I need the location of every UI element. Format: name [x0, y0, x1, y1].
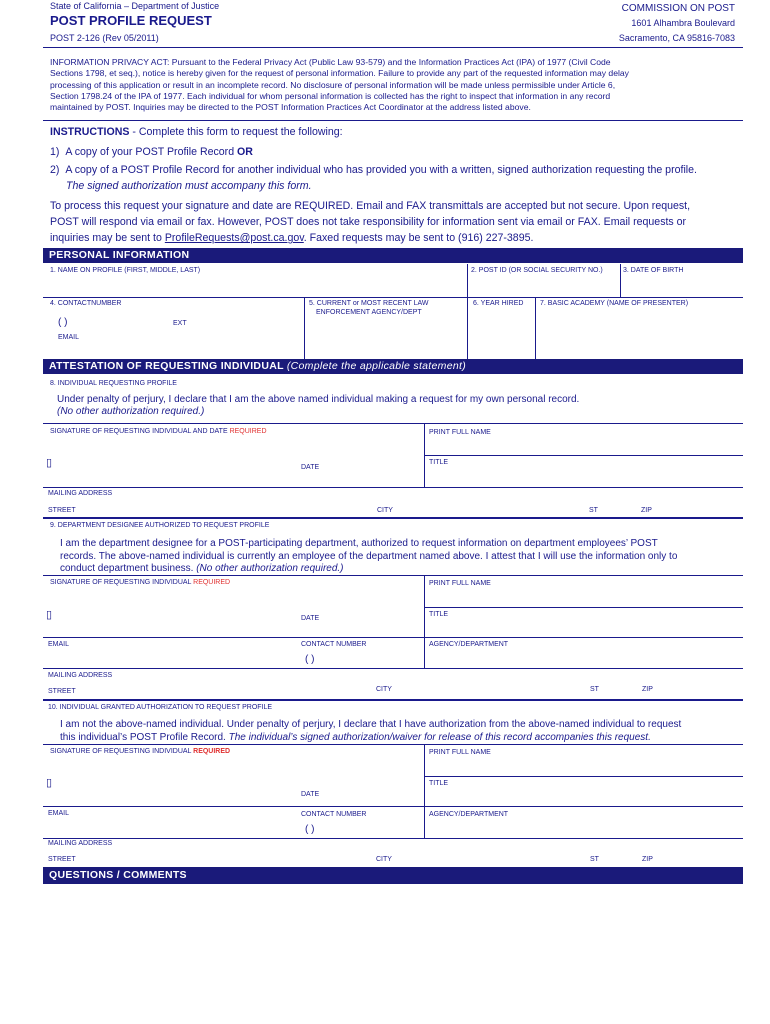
- section-divider: [43, 699, 743, 701]
- post-id-label: 2. POST ID (OR SOCIAL SECURITY NO.): [471, 267, 603, 274]
- paragraph-line: [50, 230, 745, 246]
- zip-label: ZIP: [641, 507, 652, 514]
- section-9-declaration: [60, 538, 740, 576]
- paragraph-text: . Faxed requests may be sent to (916) 227-3895.: [303, 232, 534, 244]
- contact-email-label: EMAIL: [58, 334, 80, 341]
- declaration-note: The individual’s signed authorization/waiver for release of this record accompanies this request.: [228, 732, 651, 743]
- mailing-address-label: MAILING ADDRESS: [48, 490, 113, 497]
- name-on-profile-label: 1. NAME ON PROFILE (FIRST, MIDDLE, LAST): [50, 267, 201, 274]
- print-full-name-label: PRINT FULL NAME: [429, 429, 491, 436]
- signature-label: [50, 748, 230, 755]
- contact-phone-field[interactable]: ( ): [305, 824, 315, 835]
- item-number: 1): [50, 146, 60, 158]
- section-10-declaration: [60, 718, 740, 744]
- row-divider: [43, 668, 743, 669]
- section-9-label: 9. DEPARTMENT DESIGNEE AUTHORIZED TO REQUEST PROFILE: [50, 522, 270, 529]
- signature-label: [50, 428, 267, 435]
- city-label: CITY: [377, 507, 393, 514]
- divider: [424, 575, 425, 668]
- privacy-divider: [43, 120, 743, 121]
- paragraph-line: POST will respond via email or fax. However, POST does not take responsibility for information sent via email or FAX. Email requests or: [50, 216, 687, 228]
- declaration-line: records. The above-named individual is currently an employee of the department named above. I attest that I will use the information only to: [60, 550, 678, 562]
- agency-label-2: ENFORCEMENT AGENCY/DEPT: [316, 309, 422, 316]
- state-label: ST: [590, 856, 599, 863]
- agency-label-1: 5. CURRENT or MOST RECENT LAW: [309, 300, 429, 307]
- title-label: TITLE: [429, 780, 449, 787]
- section-8-label: 8. INDIVIDUAL REQUESTING PROFILE: [50, 380, 177, 387]
- title-label: TITLE: [429, 611, 449, 618]
- declaration-note: (No other authorization required.): [196, 563, 344, 574]
- date-of-birth-label: 3. DATE OF BIRTH: [623, 267, 684, 274]
- row-divider: [43, 838, 743, 839]
- street-label: STREET: [48, 507, 76, 514]
- row-divider: [43, 575, 743, 576]
- required-flag: REQUIRED: [193, 579, 231, 586]
- questions-comments-heading: QUESTIONS / COMMENTS: [43, 867, 743, 884]
- divider: [467, 297, 468, 359]
- instructions-label: INSTRUCTIONS: [50, 126, 130, 138]
- signature-checkbox[interactable]: ▯: [46, 609, 53, 621]
- declaration-line: [60, 731, 740, 744]
- city-label: CITY: [376, 856, 392, 863]
- instructions-heading: [50, 126, 343, 138]
- street-label: STREET: [48, 856, 76, 863]
- title-label: TITLE: [429, 459, 449, 466]
- section-divider: [43, 517, 743, 519]
- commission-address-1: 1601 Alhambra Boulevard: [631, 18, 735, 28]
- row-divider: [43, 297, 743, 298]
- row-divider: [424, 776, 743, 777]
- email-label: EMAIL: [48, 641, 70, 648]
- attestation-heading-note: (Complete the applicable statement): [286, 360, 466, 372]
- item-or: OR: [237, 146, 253, 158]
- personal-information-heading: PERSONAL INFORMATION: [43, 248, 743, 263]
- city-label: CITY: [376, 686, 392, 693]
- form-number: POST 2-126 (Rev 05/2011): [50, 33, 159, 43]
- instructions-paragraph: [50, 198, 745, 246]
- declaration-line: I am the department designee for a POST-participating department, authorized to request information on department employees’ POST: [60, 538, 658, 549]
- declaration-line: I am not the above-named individual. Under penalty of perjury, I declare that I have authorization from the above-named individual to request: [60, 719, 682, 730]
- contact-phone-field[interactable]: ( ): [58, 317, 68, 328]
- print-full-name-label: PRINT FULL NAME: [429, 580, 491, 587]
- row-divider: [424, 455, 743, 456]
- signature-label-text: SIGNATURE OF REQUESTING INDIVIDUAL AND DATE: [50, 428, 230, 435]
- mailing-address-label: MAILING ADDRESS: [48, 840, 113, 847]
- contact-ext-label: EXT: [173, 320, 187, 327]
- contact-number-label: CONTACT NUMBER: [301, 811, 367, 818]
- commission-name: COMMISSION ON POST: [621, 3, 735, 14]
- questions-comments-field[interactable]: [43, 886, 743, 1006]
- email-link[interactable]: ProfileRequests@post.ca.gov: [164, 232, 304, 244]
- divider: [424, 744, 425, 838]
- attestation-heading-text: ATTESTATION OF REQUESTING INDIVIDUAL: [49, 360, 284, 372]
- row-divider: [424, 607, 743, 608]
- signature-label-text: SIGNATURE OF REQUESTING INDIVIDUAL: [50, 748, 194, 755]
- declaration-text: conduct department business.: [60, 563, 197, 574]
- privacy-line: INFORMATION PRIVACY ACT: Pursuant to the Federal Privacy Act (Public Law 93-579) and the Information Practices Act (IPA) of 1977 (Civil Code: [50, 57, 611, 67]
- agency-department-label: AGENCY/DEPARTMENT: [429, 811, 509, 818]
- declaration-line: [60, 563, 740, 576]
- privacy-notice: [50, 57, 740, 113]
- street-label: STREET: [48, 688, 76, 695]
- row-divider: [43, 744, 743, 745]
- zip-label: ZIP: [642, 856, 653, 863]
- form-title: POST PROFILE REQUEST: [50, 13, 212, 28]
- instructions-intro: - Complete this form to request the following:: [129, 126, 343, 138]
- section-10-label: 10. INDIVIDUAL GRANTED AUTHORIZATION TO REQUEST PROFILE: [48, 704, 273, 711]
- signature-label-text: SIGNATURE OF REQUESTING INDIVIDUAL: [50, 579, 194, 586]
- basic-academy-label: 7. BASIC ACADEMY (NAME OF PRESENTER): [540, 300, 689, 307]
- item-text: A copy of your POST Profile Record: [65, 146, 238, 158]
- instruction-item-2-note: The signed authorization must accompany this form.: [66, 180, 312, 192]
- name-on-profile-field[interactable]: [50, 277, 465, 295]
- date-label: DATE: [301, 791, 320, 798]
- contact-phone-field[interactable]: ( ): [305, 654, 315, 665]
- row-divider: [43, 637, 743, 638]
- mailing-address-label: MAILING ADDRESS: [48, 672, 113, 679]
- privacy-line: Sections 1798, et seq.), notice is hereby given for the request of personal information. Failure to provide any part of the requested information may delay: [50, 68, 629, 79]
- divider: [535, 297, 536, 359]
- row-divider: [43, 806, 743, 807]
- item-text: A copy of a POST Profile Record for another individual who has provided you with a written, signed authorization requesting the profile.: [65, 164, 697, 176]
- date-label: DATE: [301, 615, 320, 622]
- privacy-line: maintained by POST. Inquiries may be directed to the POST Information Practices Act Coordinator at the address listed above.: [50, 102, 531, 113]
- divider: [467, 264, 468, 298]
- paragraph-line: To process this request your signature and date are REQUIRED. Email and FAX transmittals are accepted but not secure. Upon request,: [50, 200, 691, 212]
- paragraph-text: inquiries may be sent to: [50, 232, 165, 244]
- privacy-line: processing of this application or result in an incomplete record. No disclosure of personal information will be made unless permissible under Article 6,: [50, 79, 616, 90]
- state-label: ST: [590, 686, 599, 693]
- agency-department-label: AGENCY/DEPARTMENT: [429, 641, 509, 648]
- declaration-text: this individual’s POST Profile Record.: [60, 732, 229, 743]
- required-flag: REQUIRED: [193, 748, 231, 755]
- contact-number-label: 4. CONTACTNUMBER: [50, 300, 122, 307]
- year-hired-label: 6. YEAR HIRED: [473, 300, 524, 307]
- date-label: DATE: [301, 464, 320, 471]
- signature-checkbox[interactable]: ▯: [46, 457, 53, 469]
- print-full-name-label: PRINT FULL NAME: [429, 749, 491, 756]
- required-flag: REQUIRED: [229, 428, 267, 435]
- item-number: 2): [50, 164, 60, 176]
- state-label: ST: [589, 507, 598, 514]
- email-label: EMAIL: [48, 810, 70, 817]
- row-divider: [43, 487, 743, 488]
- signature-label: [50, 579, 230, 586]
- divider: [620, 264, 621, 298]
- date-of-birth-field[interactable]: [623, 277, 738, 295]
- signature-checkbox[interactable]: ▯: [46, 777, 53, 789]
- post-id-field[interactable]: [471, 277, 619, 295]
- instruction-item-1: [50, 146, 253, 158]
- instruction-item-2: [50, 164, 697, 176]
- commission-address-2: Sacramento, CA 95816-7083: [618, 33, 735, 43]
- divider: [304, 297, 305, 359]
- header-divider: [43, 47, 743, 48]
- attestation-heading: [43, 359, 743, 374]
- contact-number-label: CONTACT NUMBER: [301, 641, 367, 648]
- section-8-note: (No other authorization required.): [57, 406, 205, 417]
- row-divider: [43, 423, 743, 424]
- section-8-declaration: Under penalty of perjury, I declare that I am the above named individual making a request for my own personal record.: [57, 394, 580, 405]
- agency-name: State of California – Department of Justice: [50, 1, 220, 11]
- zip-label: ZIP: [642, 686, 653, 693]
- privacy-line: Section 1798.24 of the IPA of 1977. Each individual for whom personal information is collected has the right to inspect that information in any record: [50, 90, 611, 101]
